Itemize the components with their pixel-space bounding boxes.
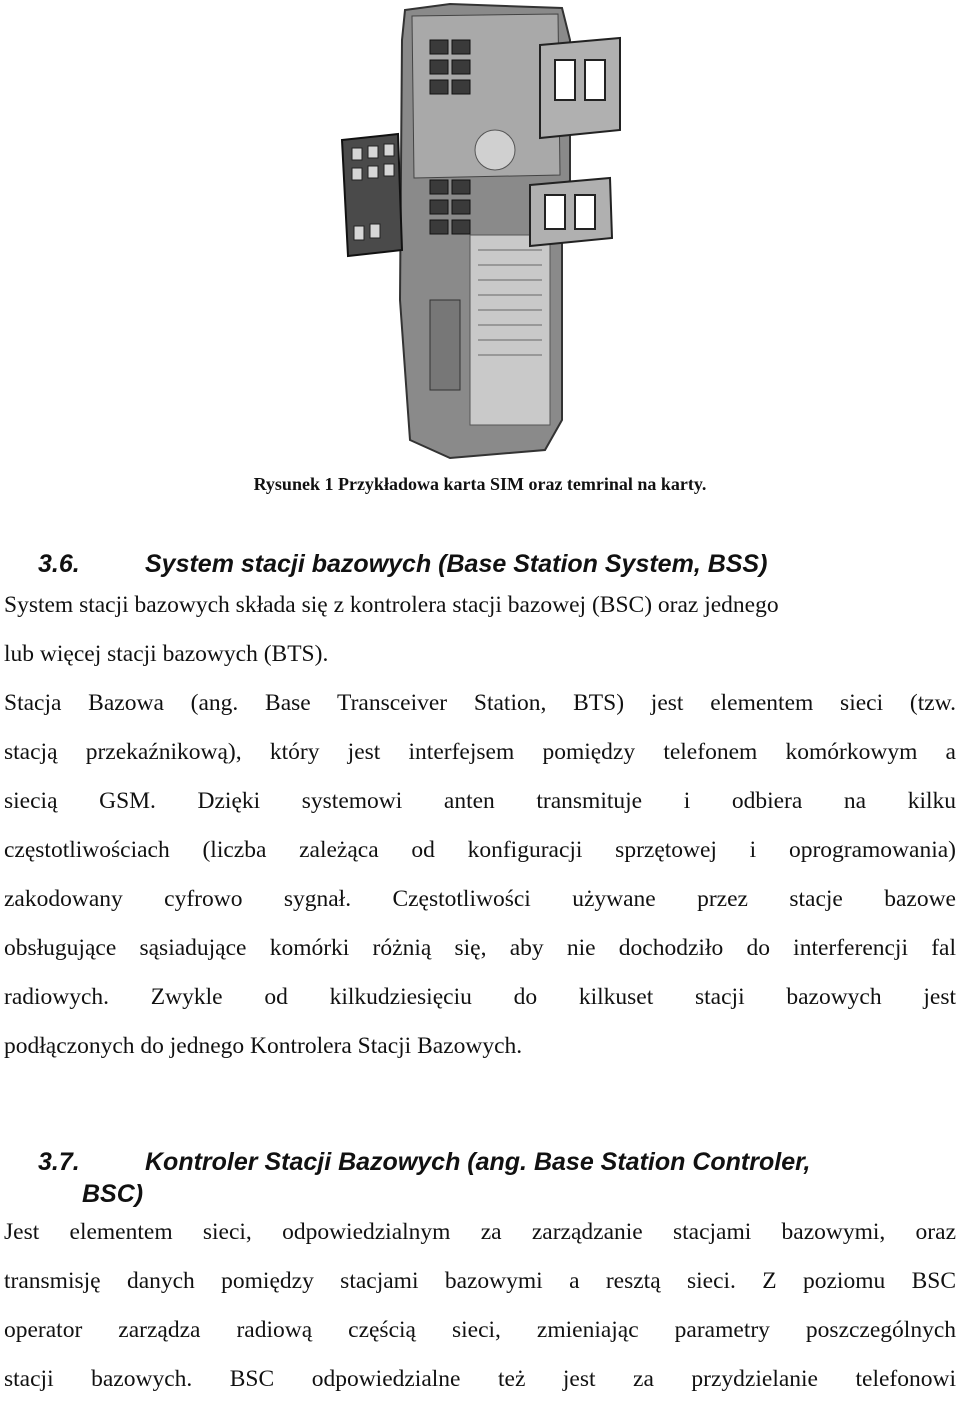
paragraph-line: Jest elementem sieci, odpowiedzialnym za zarządzanie stacjami bazowymi, oraz [4,1219,956,1245]
section-title: System stacji bazowych (Base Station System, BSS) [145,550,768,578]
sim-card-terminal-figure [330,0,630,466]
paragraph-line: operator zarządza radiową częścią sieci, zmieniając parametry poszczególnych [4,1317,956,1343]
paragraph-line: System stacji bazowych składa się z kontrolera stacji bazowej (BSC) oraz jednego [4,592,779,618]
label-sticker [470,235,550,425]
section-heading-3-7 [38,1146,938,1210]
section-number: 3.6. [38,550,80,578]
paragraph-line: lub więcej stacji bazowych (BTS). [4,641,329,667]
paragraph-line: siecią GSM. Dzięki systemowi anten transmituje i odbiera na kilku [4,788,956,814]
sim-card [342,134,402,256]
section-3-7-body [4,1208,956,1404]
figure-caption: Rysunek 1 Przykładowa karta SIM oraz temrinal na karty. [253,474,707,494]
paragraph-line: częstotliwościach (liczba zależąca od konfiguracji sprzętowej i oprogramowania) [4,837,956,863]
section-3-6-body [4,581,956,1071]
card-holder-lower [530,178,612,246]
paragraph-line: Stacja Bazowa (ang. Base Transceiver Station, BTS) jest elementem sieci (tzw. [4,690,956,716]
section-number: 3.7. [38,1148,80,1176]
paragraph-line: stacji bazowych. BSC odpowiedzialne też jest za przydzielanie telefonowi [4,1366,956,1392]
section-title-continued: BSC) [82,1180,144,1208]
paragraph-line: obsługujące sąsiadujące komórki różnią się, aby nie dochodziło do interferencji fal [4,935,956,961]
section-title: Kontroler Stacji Bazowych (ang. Base Station Controler, [145,1148,811,1176]
paragraph-line: podłączonych do jednego Kontrolera Stacji Bazowych. [4,1033,523,1059]
paragraph-line: zakodowany cyfrowo sygnał. Częstotliwości używane przez stacje bazowe [4,886,956,912]
paragraph-line: radiowych. Zwykle od kilkudziesięciu do kilkuset stacji bazowych jest [4,984,956,1010]
paragraph-line: transmisję danych pomiędzy stacjami bazowymi a resztą sieci. Z poziomu BSC [4,1268,956,1294]
paragraph-line: stacją przekaźnikową), który jest interfejsem pomiędzy telefonem komórkowym a [4,739,956,765]
card-holder-upper [540,38,620,138]
section-heading-3-6 [38,548,938,580]
